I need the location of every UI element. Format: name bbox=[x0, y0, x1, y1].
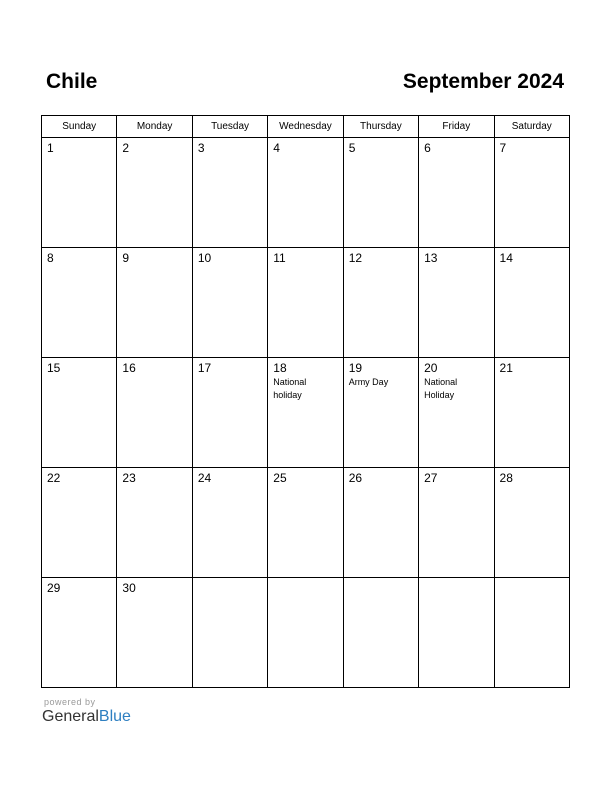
weekday-saturday: Saturday bbox=[494, 116, 569, 138]
day-number: 11 bbox=[273, 251, 286, 265]
day-number: 26 bbox=[348, 471, 363, 485]
day-cell bbox=[419, 358, 494, 468]
day-number: 20 bbox=[424, 361, 438, 375]
day-number: 18 bbox=[273, 361, 287, 375]
day-number: 19 bbox=[348, 361, 363, 375]
day-cell bbox=[117, 358, 192, 468]
weekday-header-row bbox=[42, 116, 570, 138]
day-cell bbox=[343, 248, 418, 358]
day-cell bbox=[494, 358, 569, 468]
holiday-label: National holiday bbox=[273, 377, 307, 400]
weekday-tuesday: Tuesday bbox=[192, 116, 267, 138]
day-cell bbox=[419, 578, 494, 688]
brand-part-blue: Blue bbox=[98, 708, 131, 725]
day-cell bbox=[117, 248, 192, 358]
weekday-wednesday: Wednesday bbox=[268, 116, 343, 138]
day-cell bbox=[343, 358, 418, 468]
day-cell bbox=[42, 358, 117, 468]
day-cell bbox=[343, 578, 418, 688]
day-cell bbox=[494, 138, 569, 248]
day-number: 30 bbox=[122, 581, 136, 595]
month-title: September 2024 bbox=[402, 70, 564, 93]
day-number: 9 bbox=[122, 251, 130, 265]
week-row bbox=[42, 138, 570, 248]
calendar-grid bbox=[41, 115, 570, 688]
day-cell bbox=[268, 468, 343, 578]
day-cell bbox=[42, 468, 117, 578]
week-row bbox=[42, 248, 570, 358]
day-cell bbox=[192, 578, 267, 688]
day-cell bbox=[192, 468, 267, 578]
brand-part-general: General bbox=[42, 708, 99, 725]
day-cell bbox=[268, 358, 343, 468]
day-number: 3 bbox=[197, 141, 205, 155]
day-cell bbox=[343, 468, 418, 578]
day-cell bbox=[117, 468, 192, 578]
day-cell bbox=[192, 358, 267, 468]
day-number: 16 bbox=[122, 361, 136, 375]
day-number: 2 bbox=[122, 141, 130, 155]
weekday-sunday: Sunday bbox=[42, 116, 117, 138]
day-cell bbox=[494, 248, 569, 358]
day-number: 29 bbox=[47, 581, 61, 595]
day-number: 7 bbox=[499, 141, 507, 155]
day-cell bbox=[117, 578, 192, 688]
day-cell bbox=[419, 248, 494, 358]
day-number: 4 bbox=[273, 141, 280, 155]
day-number: 10 bbox=[197, 251, 212, 265]
day-number: 15 bbox=[47, 361, 61, 375]
week-row bbox=[42, 468, 570, 578]
generalblue-logo bbox=[42, 708, 131, 726]
day-number: 1 bbox=[47, 141, 54, 155]
day-cell bbox=[494, 578, 569, 688]
day-cell bbox=[117, 138, 192, 248]
day-number: 22 bbox=[47, 471, 61, 485]
weekday-thursday: Thursday bbox=[343, 116, 418, 138]
day-cell bbox=[494, 468, 569, 578]
day-number: 28 bbox=[499, 471, 513, 485]
day-number: 12 bbox=[348, 251, 363, 265]
day-cell bbox=[42, 138, 117, 248]
country-title: Chile bbox=[46, 70, 98, 93]
day-number: 6 bbox=[424, 141, 431, 155]
day-cell bbox=[268, 578, 343, 688]
day-number: 5 bbox=[348, 141, 356, 155]
day-cell bbox=[192, 248, 267, 358]
holiday-label: National Holiday bbox=[424, 377, 458, 400]
day-number: 24 bbox=[197, 471, 212, 485]
day-number: 13 bbox=[424, 251, 438, 265]
day-cell bbox=[192, 138, 267, 248]
weekday-friday: Friday bbox=[419, 116, 494, 138]
day-number: 23 bbox=[122, 471, 136, 485]
day-cell bbox=[419, 468, 494, 578]
day-number: 27 bbox=[424, 471, 438, 485]
holiday-label: Army Day bbox=[348, 377, 389, 387]
day-cell bbox=[42, 578, 117, 688]
powered-by-text: powered by bbox=[44, 697, 96, 707]
day-number: 25 bbox=[273, 471, 287, 485]
day-cell bbox=[42, 248, 117, 358]
day-cell bbox=[268, 138, 343, 248]
weekday-monday: Monday bbox=[117, 116, 192, 138]
week-row bbox=[42, 578, 570, 688]
day-number: 17 bbox=[197, 361, 212, 375]
day-cell bbox=[343, 138, 418, 248]
day-cell bbox=[419, 138, 494, 248]
day-number: 14 bbox=[499, 251, 513, 265]
day-number: 8 bbox=[47, 251, 54, 265]
day-number: 21 bbox=[499, 361, 513, 375]
day-cell bbox=[268, 248, 343, 358]
week-row bbox=[42, 358, 570, 468]
